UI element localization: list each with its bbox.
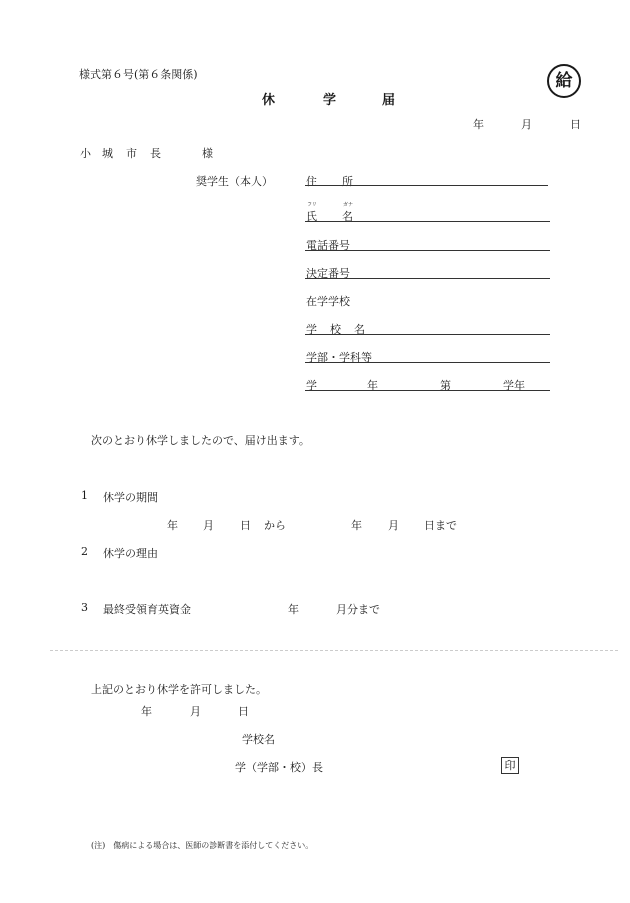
section1-label: 休学の期間: [103, 491, 158, 504]
seal-box: 印: [501, 757, 519, 774]
ruby-furi: フリ: [307, 202, 317, 208]
section3-month-label: 月分まで: [336, 603, 380, 616]
approval-day-label: 日: [238, 705, 249, 718]
faculty-field[interactable]: [305, 362, 550, 363]
approval-month-label: 月: [190, 705, 201, 718]
footnote: (注) 傷病による場合は、医師の診断書を添付してください。: [91, 841, 314, 850]
to-month-label: 月: [388, 519, 399, 532]
addressee-char-1: 小: [80, 147, 91, 160]
from-year-label: 年: [167, 519, 178, 532]
section3-label: 最終受領育英資金: [103, 603, 191, 616]
to-day-label: 日まで: [424, 519, 457, 532]
decision-number-label: 決定番号: [306, 267, 350, 280]
title-char-3: 届: [382, 93, 396, 108]
section3-number: 3: [81, 601, 88, 614]
grade-field[interactable]: [305, 390, 550, 391]
date-month-label: 月: [521, 118, 532, 131]
title-char-2: 学: [323, 93, 337, 108]
faculty-label: 学部・学科等: [306, 351, 372, 364]
grade-school-year-label: 学年: [503, 379, 525, 392]
applicant-role: 奨学生（本人）: [196, 175, 273, 188]
address-char-2: 所: [342, 175, 353, 188]
approval-head-title: 学（学部・校）長: [235, 761, 323, 774]
phone-field[interactable]: [305, 250, 550, 251]
date-year-label: 年: [473, 118, 484, 131]
from-month-label: 月: [203, 519, 214, 532]
phone-label: 電話番号: [306, 239, 350, 252]
address-field[interactable]: [305, 185, 548, 186]
date-day-label: 日: [570, 118, 581, 131]
section2-label: 休学の理由: [103, 547, 158, 560]
address-char-1: 住: [306, 175, 317, 188]
grade-ordinal-label: 第: [440, 379, 451, 392]
statement-text: 次のとおり休学しましたので、届け出ます。: [91, 434, 310, 447]
school-label: 在学学校: [306, 295, 350, 308]
grade-year-label: 年: [367, 379, 378, 392]
addressee-honorific: 様: [202, 147, 213, 160]
addressee-char-4: 長: [150, 147, 161, 160]
name-char-2: 名: [342, 210, 353, 223]
kyu-stamp: 給: [547, 64, 581, 98]
title-char-1: 休: [262, 93, 276, 108]
school-name-char-2: 校: [330, 323, 341, 336]
section1-number: 1: [81, 489, 88, 502]
section-divider: [50, 650, 618, 651]
section3-year-label: 年: [288, 603, 299, 616]
approval-school-name: 学校名: [242, 733, 275, 746]
decision-number-field[interactable]: [305, 278, 550, 279]
name-char-1: 氏: [306, 210, 317, 223]
approval-text: 上記のとおり休学を許可しました。: [91, 683, 267, 696]
from-day-label: 日: [240, 519, 251, 532]
school-name-char-3: 名: [354, 323, 365, 336]
grade-g-label: 学: [306, 379, 317, 392]
form-number: 様式第６号(第６条関係): [79, 68, 198, 81]
addressee-char-2: 城: [102, 147, 113, 160]
to-year-label: 年: [351, 519, 362, 532]
ruby-gana: ガナ: [343, 202, 354, 208]
from-suffix: から: [264, 519, 286, 532]
addressee-char-3: 市: [126, 147, 137, 160]
school-name-char-1: 学: [306, 323, 317, 336]
name-field[interactable]: [305, 221, 550, 222]
section2-number: 2: [81, 545, 88, 558]
approval-year-label: 年: [141, 705, 152, 718]
school-name-field[interactable]: [305, 334, 550, 335]
